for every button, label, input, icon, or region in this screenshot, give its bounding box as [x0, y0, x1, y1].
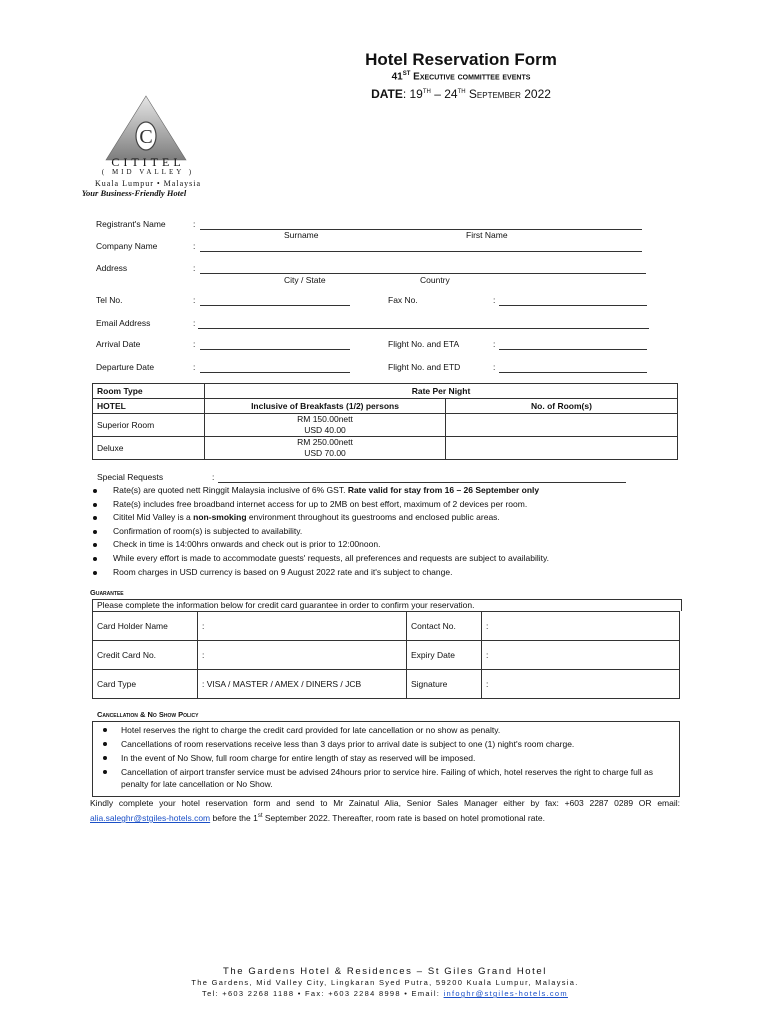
- company-label: Company Name: [96, 241, 158, 251]
- colon: :: [193, 295, 196, 305]
- card-number-label: Credit Card No.: [93, 641, 198, 670]
- footer-email-link[interactable]: infoghr@stgiles-hotels.com: [443, 989, 568, 998]
- list-item: In the event of No Show, full room charge for entire length of stay as reserved will be imposed.: [93, 752, 679, 766]
- company-field[interactable]: [200, 251, 642, 252]
- tel-field[interactable]: [200, 305, 350, 306]
- country-caption: Country: [420, 275, 450, 285]
- rooms-header: No. of Room(s): [446, 399, 678, 414]
- card-holder-label: Card Holder Name: [93, 612, 198, 641]
- rate-table: [92, 383, 678, 460]
- arrival-field[interactable]: [200, 349, 350, 350]
- colon: :: [193, 318, 196, 328]
- fax-label: Fax No.: [388, 295, 418, 305]
- table-row: [93, 612, 680, 641]
- signature-label: Signature: [407, 670, 482, 699]
- logo-name: CITITEL: [111, 155, 185, 169]
- logo-location: Kuala Lumpur • Malaysia: [95, 179, 201, 188]
- form-title: Hotel Reservation Form: [365, 50, 557, 69]
- fax-field[interactable]: [499, 305, 647, 306]
- special-requests-label: Special Requests: [97, 472, 164, 482]
- firstname-caption: First Name: [466, 230, 508, 240]
- logo-sub: ( MID VALLEY ): [101, 168, 195, 176]
- colon: :: [193, 339, 196, 349]
- email-field[interactable]: [198, 328, 649, 329]
- arrival-label: Arrival Date: [96, 339, 141, 349]
- closing-paragraph: Kindly complete your hotel reservation form and send to Mr Zainatul Alia, Senior Sales Manager either by fax: +603 2287 0289 OR email: alia.saleghr@stgiles-hotels.com before the 1st September 2022. Thereafter, room rate is based on hotel promotional rate.: [90, 798, 680, 823]
- address-field[interactable]: [200, 273, 646, 274]
- colon: :: [193, 362, 196, 372]
- expiry-label: Expiry Date: [407, 641, 482, 670]
- list-item: Cancellation of airport transfer service must be advised 24hours prior to service hire. Failing of which, hotel reserves the right to charge full as penalty for late cancellation or No Show.: [93, 766, 679, 790]
- policy-box: [92, 721, 680, 797]
- registrant-field[interactable]: [200, 229, 642, 230]
- colon: :: [493, 295, 496, 305]
- signature-field[interactable]: :: [482, 670, 680, 699]
- list-item: Cancellations of room reservations receive less than 3 days prior to arrival date is subject to one (1) night's room charge.: [93, 738, 679, 752]
- card-holder-field[interactable]: :: [198, 612, 407, 641]
- list-item: Hotel reserves the right to charge the credit card provided for late cancellation or no show as penalty.: [93, 724, 679, 738]
- rooms-count-cell[interactable]: [446, 414, 678, 437]
- flight-etd-field[interactable]: [499, 372, 647, 373]
- flight-eta-label: Flight No. and ETA: [388, 339, 460, 349]
- flight-eta-field[interactable]: [499, 349, 647, 350]
- room-rate: RM 150.00nett USD 40.00: [205, 414, 446, 437]
- list-item: Room charges in USD currency is based on 9 August 2022 rate and it's subject to change.: [91, 566, 691, 580]
- guarantee-instruction: Please complete the information below for credit card guarantee in order to confirm your reservation.: [92, 599, 682, 611]
- table-row: [93, 641, 680, 670]
- rooms-count-cell[interactable]: [446, 437, 678, 460]
- email-label: Email Address: [96, 318, 151, 328]
- table-row: [93, 670, 680, 699]
- table-row: [93, 437, 678, 460]
- hotel-header: HOTEL: [93, 399, 205, 414]
- colon: :: [193, 241, 196, 251]
- surname-caption: Surname: [284, 230, 319, 240]
- guarantee-title: Guarantee: [90, 588, 124, 597]
- room-name: Deluxe: [93, 437, 205, 460]
- list-item: Rate(s) are quoted nett Ringgit Malaysia inclusive of 6% GST. Rate valid for stay from 16 – 26 September only: [91, 484, 691, 498]
- table-row: [93, 414, 678, 437]
- colon: :: [212, 472, 215, 482]
- room-rate: RM 250.00nett USD 70.00: [205, 437, 446, 460]
- contact-label: Contact No.: [407, 612, 482, 641]
- notes-list: [91, 484, 691, 579]
- room-type-header: Room Type: [93, 384, 205, 399]
- special-requests-field[interactable]: [218, 482, 626, 483]
- colon: :: [193, 219, 196, 229]
- policy-title: Cancellation & No Show Policy: [97, 710, 199, 719]
- list-item: Cititel Mid Valley is a non-smoking environment throughout its guestrooms and enclosed public areas.: [91, 511, 691, 525]
- contact-field[interactable]: :: [482, 612, 680, 641]
- breakfast-header: Inclusive of Breakfasts (1/2) persons: [205, 399, 446, 414]
- card-type-label: Card Type: [93, 670, 198, 699]
- list-item: Check in time is 14:00hrs onwards and check out is prior to 12:00noon.: [91, 538, 691, 552]
- logo-tagline: Your Business-Friendly Hotel: [81, 188, 187, 198]
- event-date: DATE: 19TH – 24TH September 2022: [371, 87, 551, 101]
- tel-label: Tel No.: [96, 295, 123, 305]
- sales-email-link[interactable]: alia.saleghr@stgiles-hotels.com: [90, 812, 211, 823]
- card-type-field[interactable]: : VISA / MASTER / AMEX / DINERS / JCB: [198, 670, 407, 699]
- city-caption: City / State: [284, 275, 326, 285]
- footer-contact: Tel: +603 2268 1188 • Fax: +603 2284 8998 • Email: infoghr@stgiles-hotels.com: [202, 989, 568, 998]
- event-subtitle: 41ST Executive committee events: [391, 71, 531, 83]
- guarantee-table: [92, 611, 680, 699]
- registrant-label: Registrant's Name: [96, 219, 166, 229]
- list-item: Rate(s) includes free broadband internet access for up to 2MB on best effort, maximum of 2 devices per room.: [91, 498, 691, 512]
- list-item: While every effort is made to accommodate guests' requests, all preferences and requests are subject to availability.: [91, 552, 691, 566]
- colon: :: [193, 263, 196, 273]
- room-name: Superior Room: [93, 414, 205, 437]
- list-item: Confirmation of room(s) is subjected to availability.: [91, 525, 691, 539]
- card-number-field[interactable]: :: [198, 641, 407, 670]
- expiry-field[interactable]: :: [482, 641, 680, 670]
- rate-per-night-header: Rate Per Night: [205, 384, 678, 399]
- colon: :: [493, 339, 496, 349]
- address-label: Address: [96, 263, 128, 273]
- logo-letter: C: [139, 126, 153, 148]
- colon: :: [493, 362, 496, 372]
- footer-address: The Gardens, Mid Valley City, Lingkaran Syed Putra, 59200 Kuala Lumpur, Malaysia.: [191, 978, 579, 987]
- footer-hotel-name: The Gardens Hotel & Residences – St Giles Grand Hotel: [223, 966, 547, 977]
- departure-field[interactable]: [200, 372, 350, 373]
- departure-label: Departure Date: [96, 362, 155, 372]
- flight-etd-label: Flight No. and ETD: [388, 362, 461, 372]
